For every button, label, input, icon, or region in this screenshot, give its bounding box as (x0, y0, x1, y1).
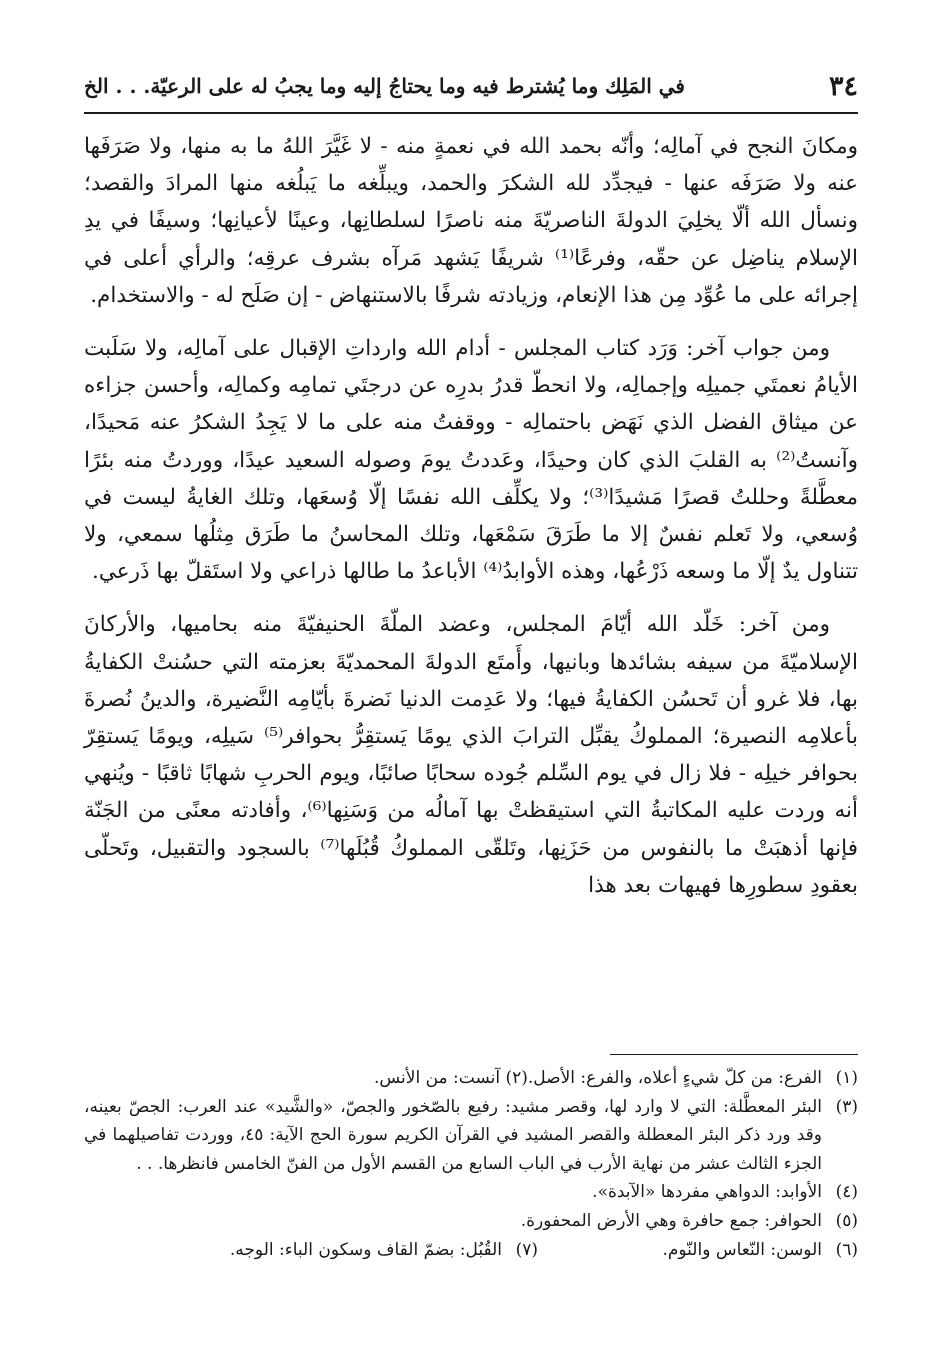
footnote (84, 1207, 858, 1236)
footnote-number: (٣) (835, 1096, 858, 1117)
footnote-number: (١) (835, 1068, 858, 1088)
footnote (84, 1236, 538, 1265)
footnote (538, 1236, 858, 1265)
footnote (84, 1178, 858, 1207)
main-text (84, 128, 858, 904)
footnote (84, 1093, 858, 1179)
footnote-text: البئر المعطَّلة: التي لا وارد لها، وقصر مشيد: رفيع بالصّخور والجصّ، «والشَّيد» عند العرب: الجصّ بعينه، وقد ورد ذكر البئر المعطلة والقصر المشيد في القرآن الكريم سورة الحج الآية: ٤٥، ووردت تفاصيلهما في الجزء الثالث عشر من نهاية الأرب في الباب السابع من القسم الأول من الفنّ الخامس فانظرها. . . (84, 1096, 822, 1174)
footnote-text: الفرع: من كلّ شيءٍ أعلاه، والفرع: الأصل.(٢) آنست: من الأنس. (373, 1068, 822, 1088)
footnote-row (84, 1236, 858, 1265)
footnote-text: الحوافر: جمع حافرة وهي الأرض المحفورة. (520, 1210, 822, 1231)
paragraph: ومن آخر: خَلّد الله أيّامَ المجلس، وعضد الملّةَ الحنيفيّةَ منه بحاميها، والأركانَ الإسلاميّةَ من سيفه بشائدها وبانيها، وأَمتَع الدولةَ المحمديّةَ بعزمته التي حسُنتْ الكفايةُ بها، فلا غرو أن تَحسُن الكفايةُ فيها؛ ولا عَدِمت الدنيا نَضرةَ بأيّامِه النَّضيرة، والدينُ نُصرةَ بأعلامِه النصيرة؛ المملوكُ يقبِّل الترابَ الذي يومًا يَستقِرُّ بحوافر⁽⁵⁾ سَيلِه، ويومًا يَستقِرّ بحوافر خيلِه - فلا زال في يوم السِّلم جُوده سحابًا صائبًا، ويوم الحربِ شهابًا ثاقبًا - ويُنهي أنه وردت عليه المكاتبةُ التي استيقظتْ بها آمالُه من وَسَنِها⁽⁶⁾، وأفادته معنًى من الجَنّة فإنها أذهبَتْ ما بالنفوس من حَزَنِها، وتَلقّى المملوكُ قُبُلَها⁽⁷⁾ بالسجود والتقبيل، وتَحلّى بعقودِ سطورِها فهيهات بعد هذا (84, 612, 859, 898)
footnote-number: (٦) (835, 1239, 858, 1260)
footnote-text: القُبُل: بضمّ القاف وسكون الباء: الوجه. (229, 1239, 502, 1260)
footnote-number: (٧) (515, 1239, 538, 1260)
footnote-separator (610, 1054, 858, 1055)
paragraph: ومكانَ النجح في آمالِه؛ وأنّه بحمد الله في نعمةٍ منه - لا غَيَّرَ اللهُ ما به منها، ولا صَرَفَها عنه ولا صَرَفَه عنها - فيجدِّد لله الشكرَ والحمد، ويبلِّغه ما يَبلُغه منها المرادَ والقصد؛ ونسأل الله ألّا يخلِيَ الدولةَ الناصريّةَ منه ناصرًا لسلطانِها، وعينًا لأعيانِها؛ وسيفًا في يدِ الإسلام يناضِل عن حقّه، وفرعًا⁽¹⁾ شريفًا يَشهد مَرآه بشرف عرقِه؛ والرأي أعلى في إجرائه على ما عُوِّد مِن هذا الإنعام، وزيادته شرفًا بالاستنهاض - إن صَلَح له - والاستخدام. (84, 134, 858, 308)
running-title: في المَلِك وما يُشترط فيه وما يحتاجُ إليه وما يجبُ له على الرعيّة. . . الخ (84, 74, 685, 98)
footnote-text: الوسن: النّعاس والنّوم. (662, 1239, 822, 1260)
page-header (84, 66, 858, 114)
footnote (84, 1064, 858, 1093)
footnote-number: (٥) (835, 1210, 858, 1231)
footnote-number: (٤) (835, 1182, 858, 1203)
footnote-text: الأوابد: الدواهي مفردها «الآبدة». (592, 1182, 822, 1203)
paragraph: ومن جواب آخر: وَرَد كتاب المجلس - أدام الله وارداتِ الإقبال على آمالِه، ولا سَلَبت الأيامُ نعمتَي جميلِه وإجمالِه، ولا انحطّ قدرُ بدرِه عن درجتَي تمامِه وكمالِه، وأحسن جزاءه عن ميثاق الفضل الذي نَهَض باحتمالِه - ووقفتُ منه على ما لا يَجِدُ الشكرُ عنه مَحيدًا، وآنستُ⁽²⁾ به القلبَ الذي كان وحيدًا، وعَددتُ يومَ وصوله السعيد عيدًا، ووردتُ منه بئرًا معطَّلةً وحللتُ قصرًا مَشيدًا⁽³⁾؛ ولا يكلِّف الله نفسًا إلّا وُسعَها، وتلك الغايةُ ليست في وُسعي، ولا تَعلم نفسٌ إلا ما طَرَقَ سَمْعَها، وتلك المحاسنُ ما طَرَق مِثلُها سمعي، ولا تتناول يدٌ إلّا ما وسعه ذَرْعُها، وهذه الأوابدُ⁽⁴⁾ الأباعدُ ما طالها ذراعي ولا استَقلّ بها ذَرعي. (84, 336, 858, 585)
footnotes (84, 1064, 858, 1264)
page-number: ٣٤ (828, 70, 858, 102)
